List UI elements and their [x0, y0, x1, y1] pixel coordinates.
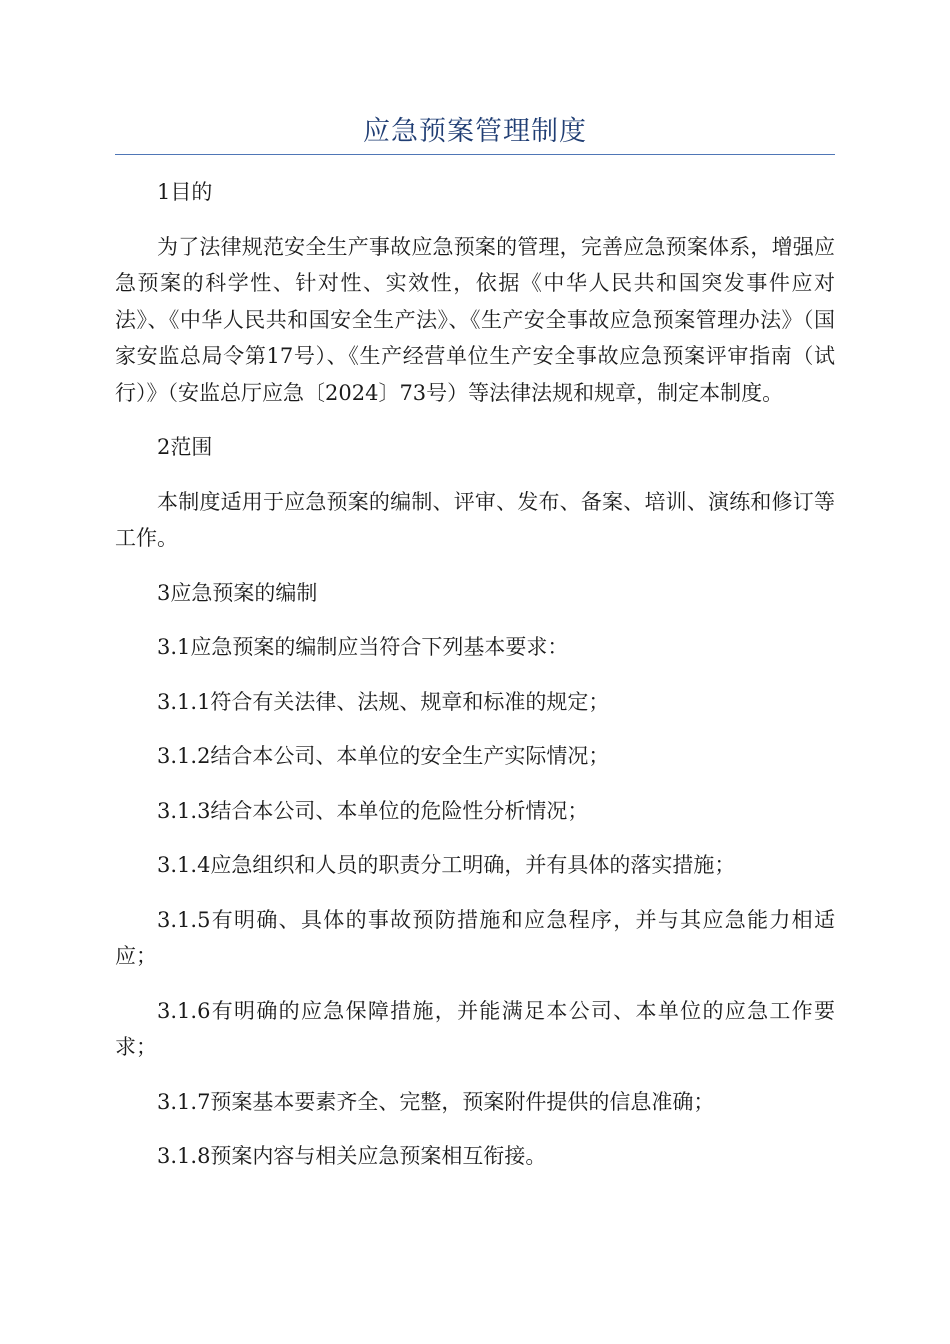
clause-3-1: 3.1应急预案的编制应当符合下列基本要求： — [157, 635, 569, 659]
section-heading-compilation: 3应急预案的编制 — [157, 580, 318, 605]
document-title: 应急预案管理制度 — [363, 116, 587, 147]
section-heading-purpose: 1目的 — [157, 180, 213, 204]
clause-3-1-6: 3.1.6有明确的应急保障措施，并能满足本公司、本单位的应急工作要求； — [115, 998, 835, 1059]
clause-3-1-7: 3.1.7预案基本要素齐全、完整，预案附件提供的信息准确； — [157, 1089, 715, 1114]
clause-3-1-8: 3.1.8预案内容与相关应急预案相互衔接。 — [157, 1144, 547, 1168]
section-heading-scope: 2范围 — [157, 435, 213, 459]
document-body — [115, 174, 835, 1193]
clause-3-1-1: 3.1.1符合有关法律、法规、规章和标准的规定； — [157, 689, 610, 714]
clause-3-1-3: 3.1.3结合本公司、本单位的危险性分析情况； — [157, 798, 589, 823]
paragraph-scope: 本制度适用于应急预案的编制、评审、发布、备案、培训、演练和修订等工作。 — [115, 489, 835, 550]
paragraph-purpose: 为了法律规范安全生产事故应急预案的管理，完善应急预案体系，增强应急预案的科学性、针对性、实效性，依据《中华人民共和国突发事件应对法》、《中华人民共和国安全生产法》、《生产安全事故应急预案管理办法》（国家安监总局令第17号）、《生产经营单位生产安全事故应急预案评审指南（试行）》（安监总厅应急〔2024〕73号）等法律法规和规章，制定本制度。 — [115, 234, 835, 405]
clause-3-1-2: 3.1.2结合本公司、本单位的安全生产实际情况； — [157, 744, 610, 768]
clause-3-1-5: 3.1.5有明确、具体的事故预防措施和应急程序，并与其应急能力相适应； — [115, 907, 835, 968]
title-underline — [115, 154, 835, 155]
clause-3-1-4: 3.1.4应急组织和人员的职责分工明确，并有具体的落实措施； — [157, 853, 736, 877]
